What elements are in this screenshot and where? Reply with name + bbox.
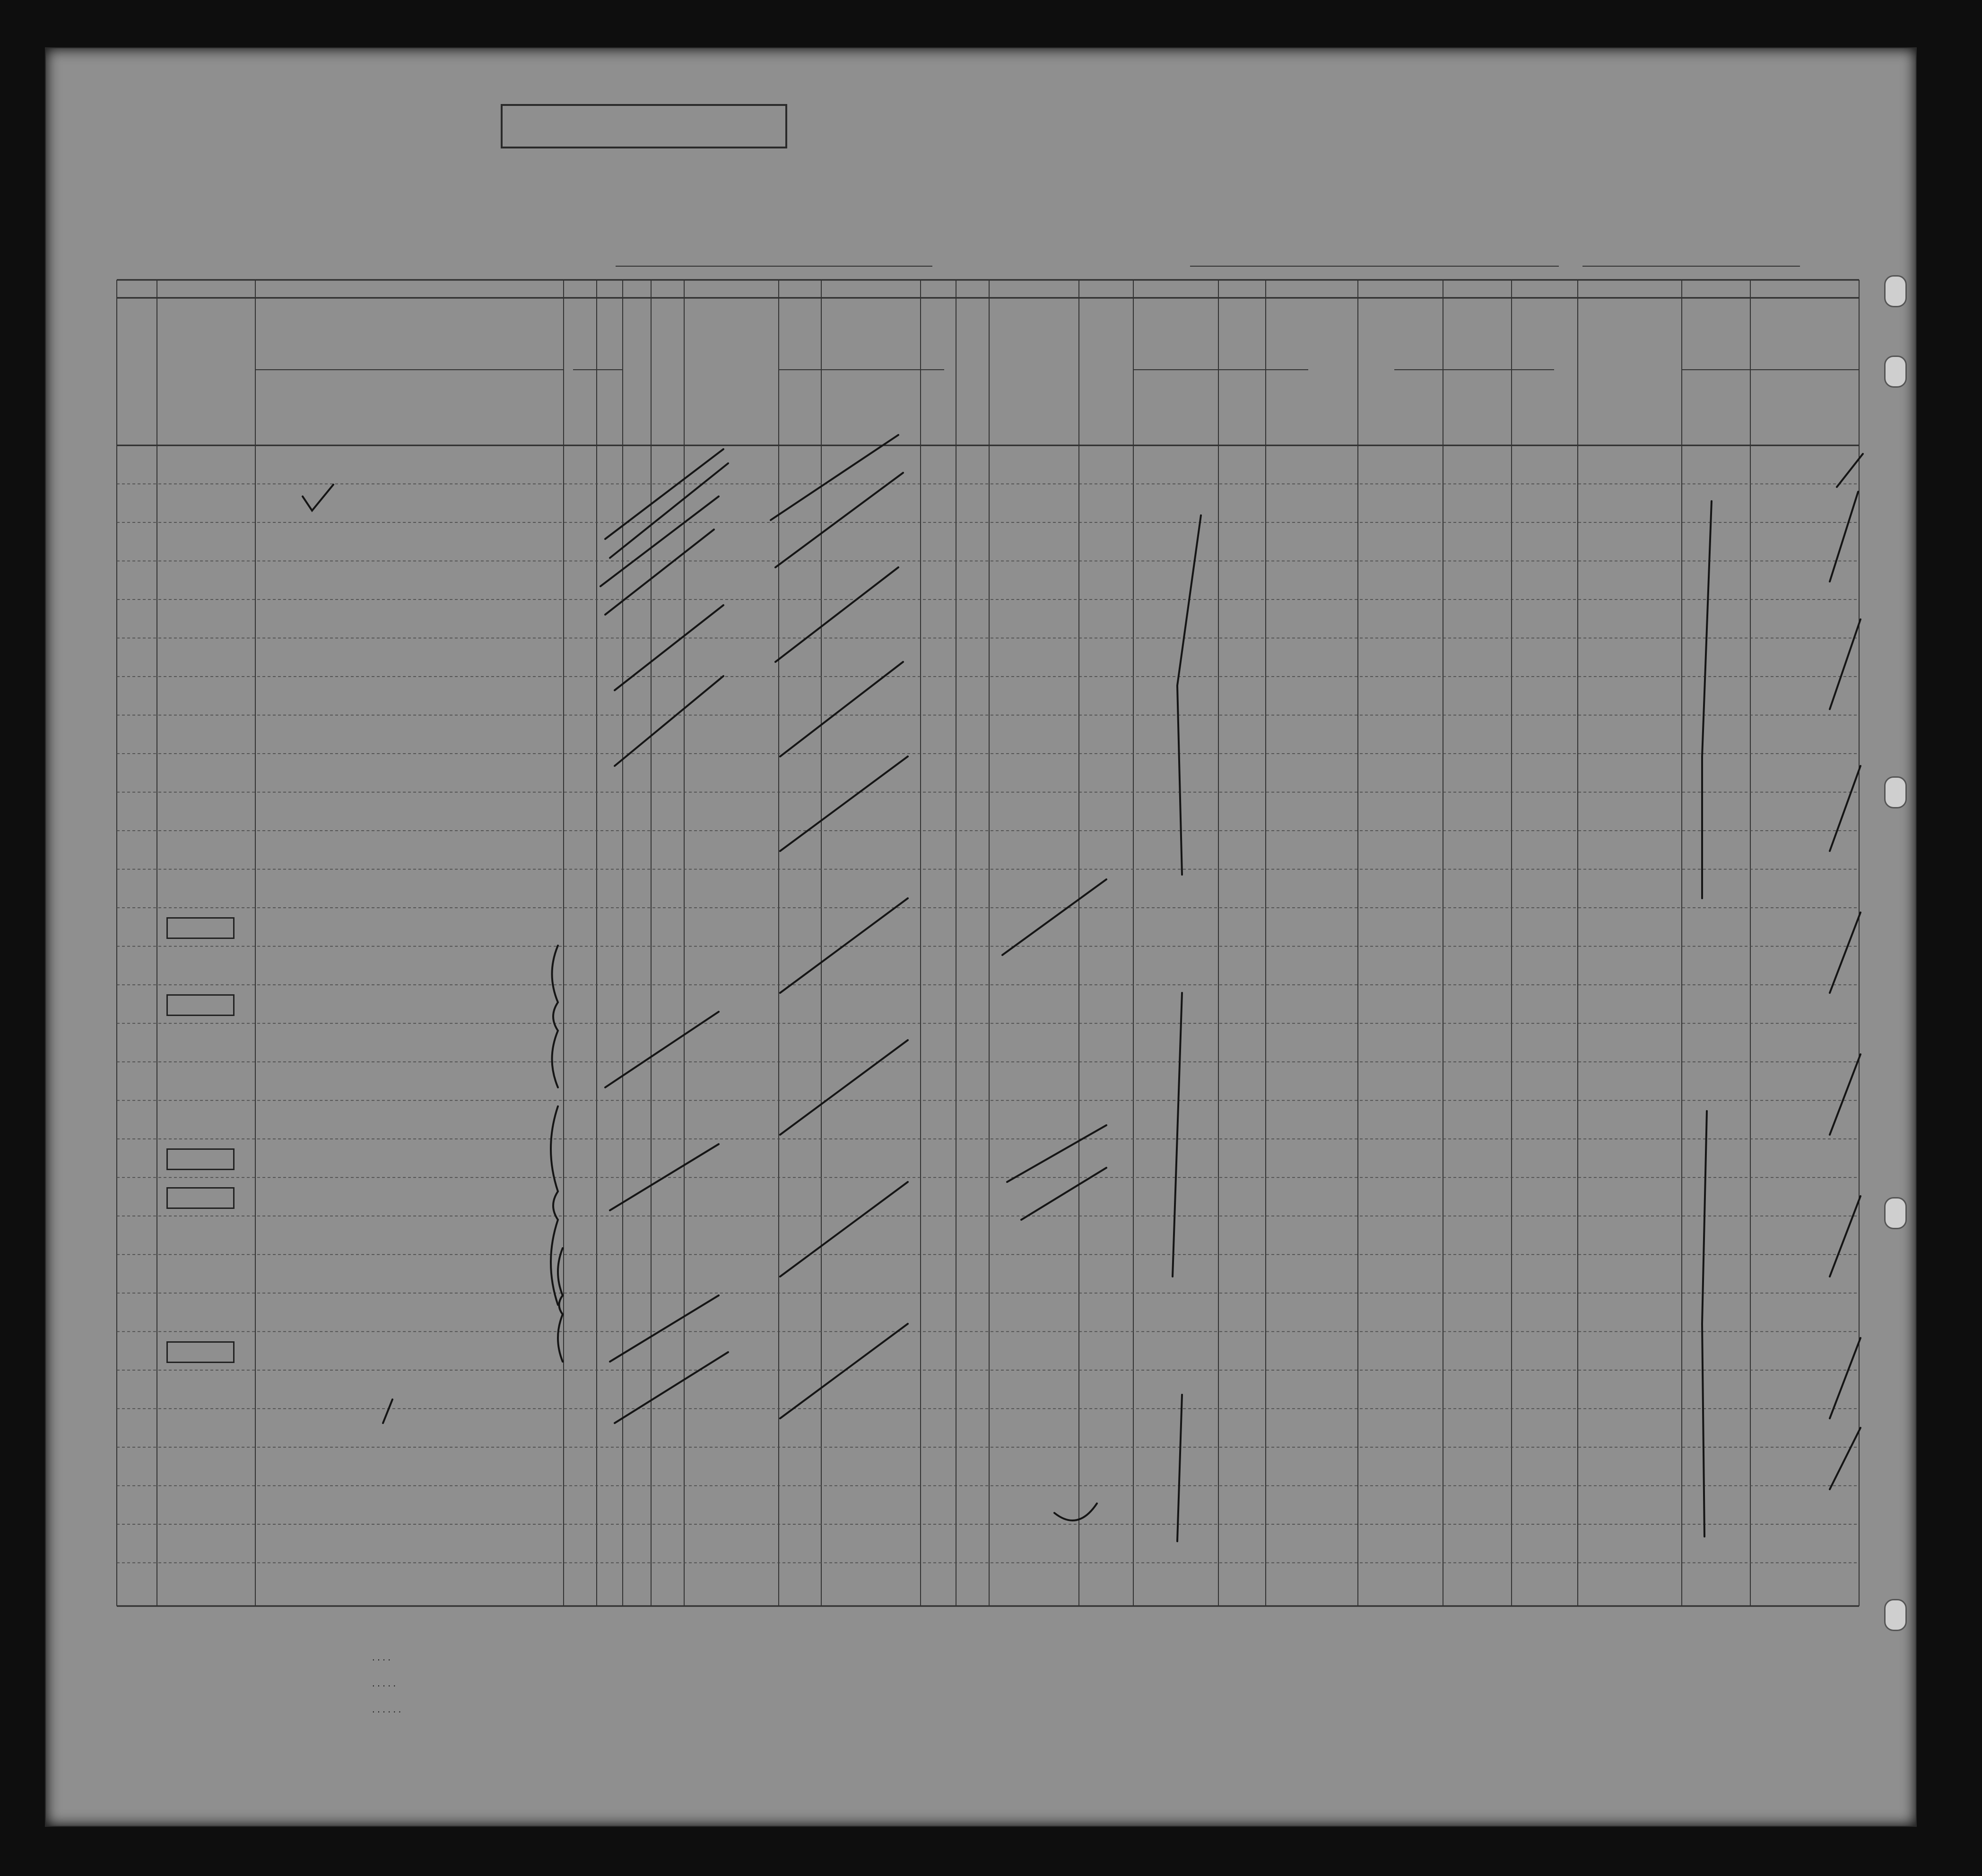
table-row — [46, 561, 1916, 600]
table-row — [46, 1563, 1916, 1602]
table-row — [46, 599, 1916, 638]
table-row — [46, 985, 1916, 1024]
table-row — [46, 1409, 1916, 1448]
table-row — [46, 1370, 1916, 1409]
head-tax-badge — [166, 917, 235, 939]
table-row — [46, 1524, 1916, 1563]
table-row — [46, 1101, 1916, 1139]
table-row — [46, 908, 1916, 947]
table-row — [46, 715, 1916, 754]
usc-dots: . . . . . — [372, 1678, 396, 1689]
aliens-dots: . . . . . . — [372, 1704, 401, 1715]
table-row — [46, 1178, 1916, 1216]
table-row — [46, 831, 1916, 869]
table-row — [46, 1062, 1916, 1101]
table-row — [46, 484, 1916, 523]
table-row — [46, 869, 1916, 908]
table-row — [46, 1024, 1916, 1062]
table-row — [46, 638, 1916, 677]
table-row — [46, 1216, 1916, 1255]
total-dots: . . . . — [372, 1652, 391, 1663]
table-row — [46, 792, 1916, 831]
table-row — [46, 522, 1916, 561]
table-row — [46, 1332, 1916, 1371]
table-row — [46, 1447, 1916, 1486]
table-row — [46, 1486, 1916, 1525]
table-row — [46, 754, 1916, 792]
table-row — [46, 1255, 1916, 1294]
table-row — [46, 1139, 1916, 1178]
table-row — [46, 445, 1916, 484]
manifest-sheet — [45, 47, 1917, 1827]
table-row — [46, 947, 1916, 985]
table-row — [46, 677, 1916, 715]
head-tax-badge — [166, 1341, 235, 1363]
table-row — [46, 1293, 1916, 1332]
head-tax-badge — [166, 1187, 235, 1209]
head-tax-badge — [166, 1148, 235, 1170]
head-tax-badge — [166, 994, 235, 1016]
